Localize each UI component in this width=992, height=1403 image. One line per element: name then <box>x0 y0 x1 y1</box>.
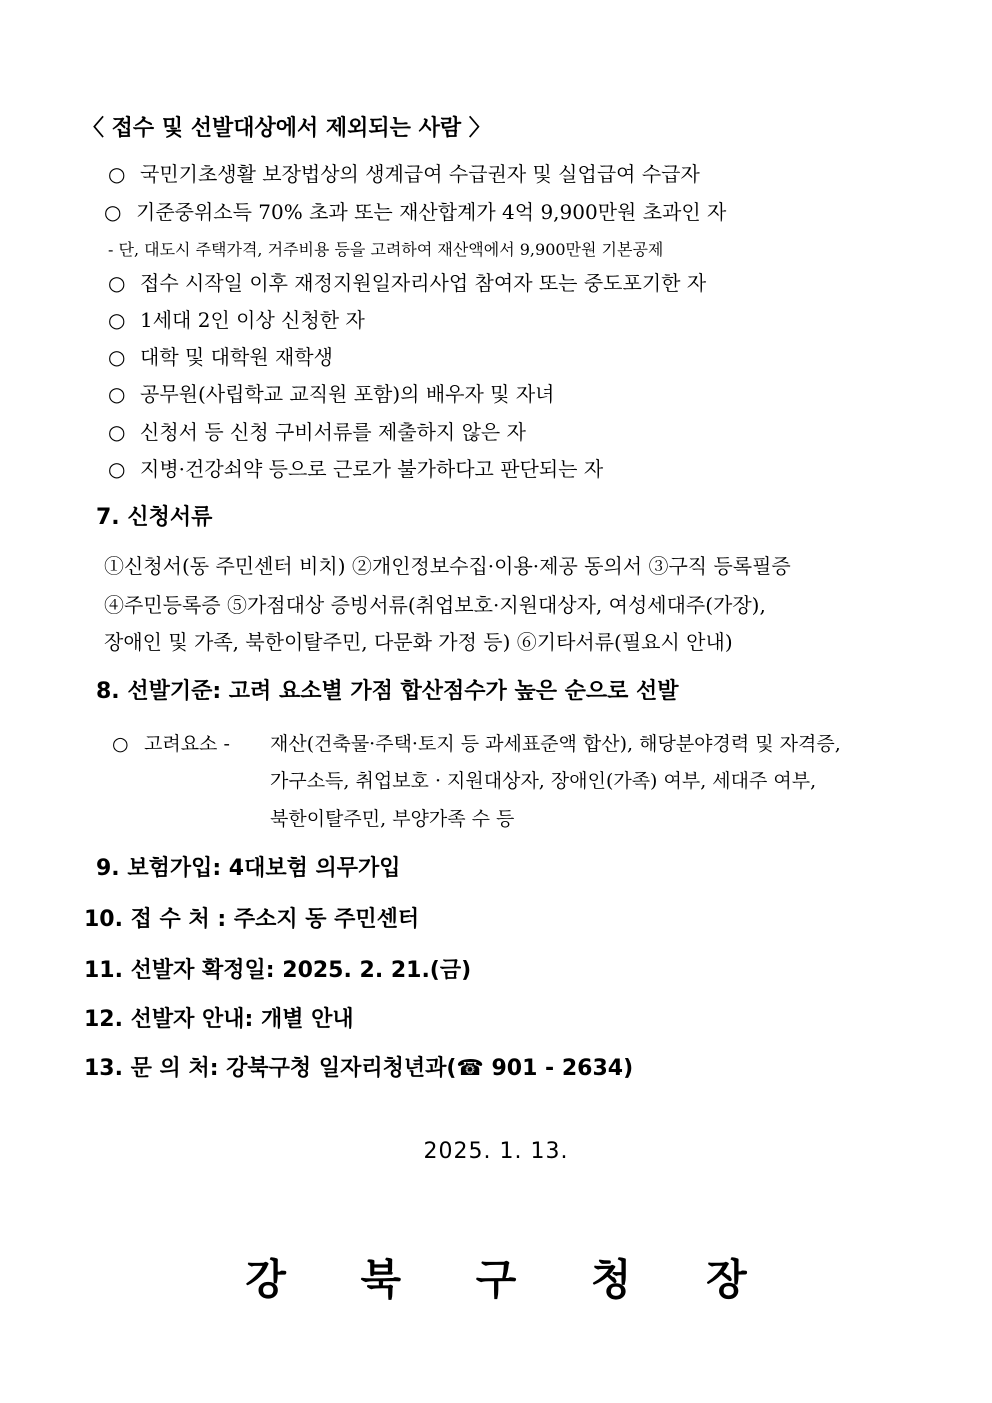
documents-line: ④주민등록증 ⑤가점대상 증빙서류(취업보호·지원대상자, 여성세대주(가장), <box>104 593 766 617</box>
bullet-circle-icon: ○ <box>108 308 126 332</box>
section-heading-confirm-date: 11. 선발자 확정일: 2025. 2. 21.(금) <box>84 958 472 983</box>
bullet-circle-icon: ○ <box>112 733 129 755</box>
section-heading-criteria: 8. 선발기준: 고려 요소별 가점 합산점수가 높은 순으로 선발 <box>96 679 679 704</box>
section-heading-documents: 7. 신청서류 <box>96 505 213 530</box>
exclusion-item: ○ 1세대 2인 이상 신청한 자 <box>108 308 365 332</box>
bullet-circle-icon: ○ <box>104 200 122 224</box>
exclusion-item: ○ 공무원(사립학교 교직원 포함)의 배우자 및 자녀 <box>108 382 555 406</box>
section-heading-inquiry: 13. 문 의 처: 강북구청 일자리청년과(☎ 901 - 2634) <box>84 1056 634 1081</box>
exclusion-item: ○ 대학 및 대학원 재학생 <box>108 345 333 369</box>
bullet-circle-icon: ○ <box>108 162 126 186</box>
exclusion-item: ○ 국민기초생활 보장법상의 생계급여 수급권자 및 실업급여 수급자 <box>108 162 700 186</box>
documents-line: 장애인 및 가족, 북한이탈주민, 다문화 가정 등) ⑥기타서류(필요시 안내) <box>104 630 733 654</box>
bullet-circle-icon: ○ <box>108 457 126 481</box>
exclusion-item: ○ 기준중위소득 70% 초과 또는 재산합계가 4억 9,900만원 초과인 자 <box>104 200 727 224</box>
issue-date: 2025. 1. 13. <box>423 1139 569 1164</box>
bullet-circle-icon: ○ <box>108 420 126 444</box>
signature-title: 강 북 구 청 장 <box>245 1255 777 1304</box>
criteria-label-row <box>112 733 230 756</box>
exclusion-item: ○ 접수 시작일 이후 재정지원일자리사업 참여자 또는 중도포기한 자 <box>108 271 707 295</box>
bullet-circle-icon: ○ <box>108 382 126 406</box>
criteria-line: 재산(건축물·주택·토지 등 과세표준액 합산), 해당분야경력 및 자격증, <box>270 733 841 755</box>
exclusion-title: 〈 접수 및 선발대상에서 제외되는 사람 〉 <box>82 116 491 141</box>
criteria-line: 북한이탈주민, 부양가족 수 등 <box>270 808 515 830</box>
section-heading-notice: 12. 선발자 안내: 개별 안내 <box>84 1007 354 1032</box>
section-heading-insurance: 9. 보험가입: 4대보험 의무가입 <box>96 856 401 881</box>
exclusion-note: - 단, 대도시 주택가격, 거주비용 등을 고려하여 재산액에서 9,900만원 기본공제 <box>108 240 664 259</box>
bullet-circle-icon: ○ <box>108 345 126 369</box>
documents-line: ①신청서(동 주민센터 비치) ②개인정보수집·이용·제공 동의서 ③구직 등록필증 <box>104 554 791 578</box>
exclusion-item: ○ 지병·건강쇠약 등으로 근로가 불가하다고 판단되는 자 <box>108 457 604 481</box>
section-heading-reception: 10. 접 수 처 : 주소지 동 주민센터 <box>84 907 420 932</box>
criteria-label: 고려요소 - <box>144 733 230 755</box>
bullet-circle-icon: ○ <box>108 271 126 295</box>
exclusion-item: ○ 신청서 등 신청 구비서류를 제출하지 않은 자 <box>108 420 526 444</box>
criteria-line: 가구소득, 취업보호 · 지원대상자, 장애인(가족) 여부, 세대주 여부, <box>270 770 817 792</box>
